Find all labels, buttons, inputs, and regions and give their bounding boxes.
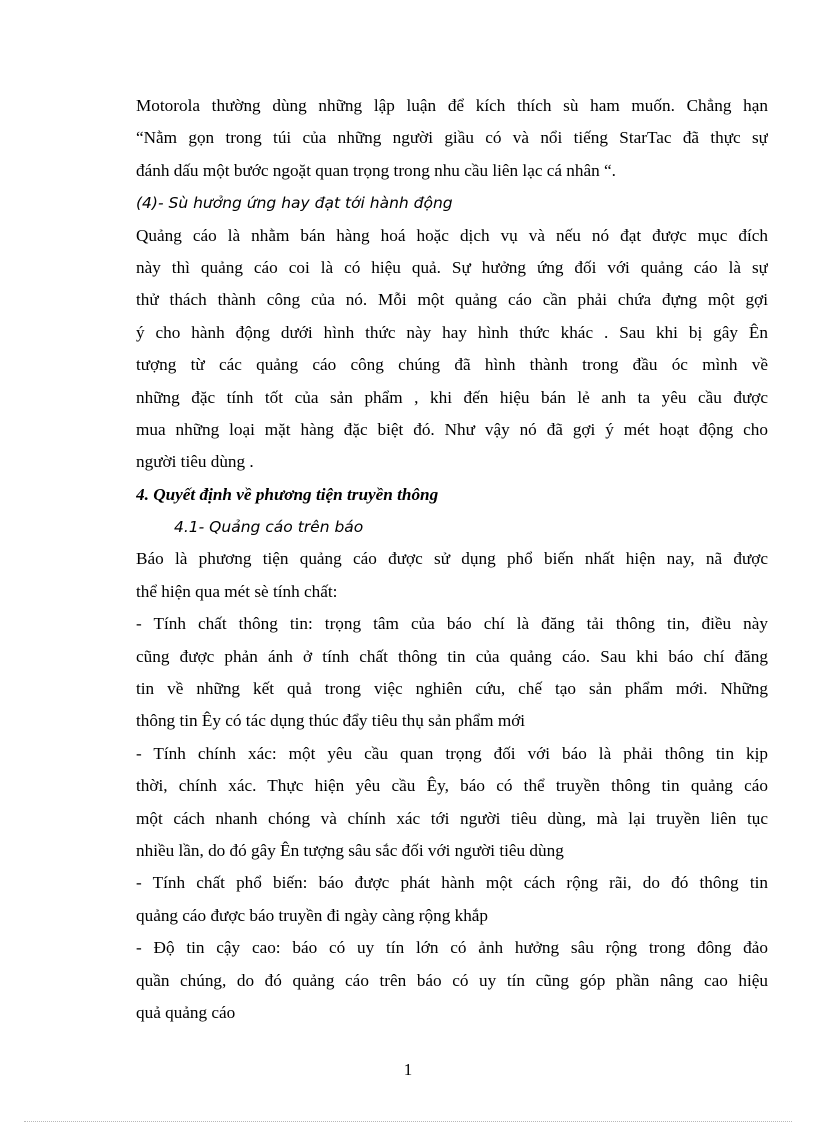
section-heading-media: 4. Quyết định về phương tiện truyền thông	[136, 484, 439, 504]
paragraph-line: mua những loại mặt hàng đặc biệt đó. Như vậy nó đã gợi ý mét hoạt động cho	[136, 419, 768, 439]
paragraph-line: tượng từ các quảng cáo công chúng đã hình thành trong đầu óc mình về	[136, 355, 768, 375]
subsection-heading-newspaper: 4.1- Quảng cáo trên báo	[174, 518, 364, 537]
page-number: 1	[403, 1060, 413, 1079]
paragraph-line: quảng cáo được báo truyền đi ngày càng rộng khắp	[136, 905, 489, 925]
paragraph-line: người tiêu dùng .	[136, 452, 254, 472]
paragraph-line: một cách nhanh chóng và chính xác tới người tiêu dùng, mà lại truyền liên tục	[136, 808, 768, 828]
paragraph-line: thể hiện qua mét sè tính chất:	[136, 581, 338, 601]
paragraph-line: Motorola thường dùng những lập luận để kích thích sù ham muốn. Chẳng hạn	[136, 96, 768, 115]
paragraph-line: Quảng cáo là nhằm bán hàng hoá hoặc dịch vụ và nếu nó đạt được mục đích	[136, 225, 768, 245]
paragraph-line: quần chúng, do đó quảng cáo trên báo có uy tín cũng góp phần nâng cao hiệu	[136, 970, 768, 990]
paragraph-line: nhiều lần, do đó gây Ên tượng sâu sắc đối với người tiêu dùng	[136, 840, 564, 860]
paragraph-line: - Tính chất phổ biến: báo được phát hành một cách rộng rãi, do đó thông tin	[136, 873, 768, 893]
paragraph-line: thời, chính xác. Thực hiện yêu cầu Êy, báo có thể truyền thông tin quảng cáo	[136, 776, 768, 796]
section-heading-response: (4)- Sù hưởng ứng hay đạt tới hành động	[136, 194, 453, 213]
paragraph-line: quả quảng cáo	[136, 1002, 236, 1022]
paragraph-line: thông tin Êy có tác dụng thúc đẩy tiêu thụ sản phẩm mới	[136, 711, 526, 731]
paragraph-line: - Tính chất thông tin: trọng tâm của báo chí là đăng tải thông tin, điều này	[136, 614, 768, 634]
paragraph-line: này thì quảng cáo coi là có hiệu quả. Sự hưởng ứng đối với quảng cáo là sự	[136, 257, 768, 277]
paragraph-line: đánh dấu một bước ngoặt quan trọng trong nhu cầu liên lạc cá nhân “.	[136, 160, 616, 180]
paragraph-line: - Độ tin cậy cao: báo có uy tín lớn có ảnh hưởng sâu rộng trong đông đảo	[136, 938, 768, 958]
paragraph-line: thử thách thành công của nó. Mỗi một quảng cáo cần phải chứa đựng một gợi	[136, 290, 768, 310]
paragraph-line: “Nằm gọn trong túi của những người giầu có và nổi tiếng StarTac đã thực sự	[136, 128, 768, 148]
paragraph-line: - Tính chính xác: một yêu cầu quan trọng đối với báo là phải thông tin kịp	[136, 743, 768, 763]
paragraph-line: ý cho hành động dưới hình thức này hay hình thức khác . Sau khi bị gây Ên	[136, 322, 768, 342]
page-bottom-border	[24, 1121, 792, 1122]
paragraph-line: tin về những kết quả trong việc nghiên cứu, chế tạo sản phẩm mới. Những	[136, 679, 768, 699]
paragraph-line: những đặc tính tốt của sản phẩm , khi đến hiệu bán lẻ anh ta yêu cầu được	[136, 387, 768, 407]
paragraph-line: Báo là phương tiện quảng cáo được sử dụng phổ biến nhất hiện nay, nã được	[136, 549, 768, 569]
document-body	[136, 90, 768, 1029]
paragraph-line: cũng được phản ánh ở tính chất thông tin của quảng cáo. Sau khi báo chí đăng	[136, 646, 768, 666]
